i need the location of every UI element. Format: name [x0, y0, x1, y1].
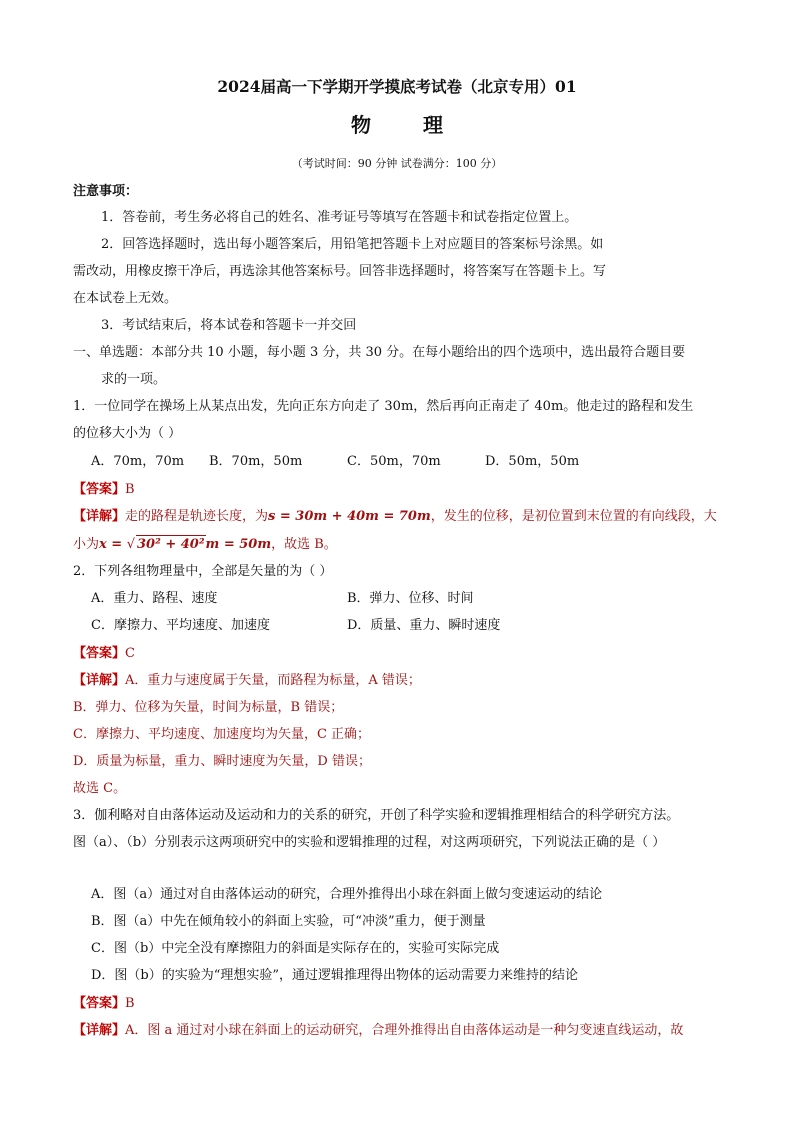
answer-tag: 【答案】: [73, 996, 126, 1011]
notice-item-2-line-2: 需改动，用橡皮擦干净后，再选涂其他答案标号。回答非选择题时，将答案写在答题卡上。写: [73, 264, 607, 279]
detail-tag: 【详解】: [73, 1023, 126, 1038]
q1-detail-formula-1: s = 30m + 40m = 70m: [268, 509, 431, 524]
q2-answer: [73, 645, 135, 663]
q2-detail-line-4: D．质量为标量，重力、瞬时速度为矢量，D 错误；: [73, 754, 371, 769]
q1-detail-formula-x: x =: [99, 537, 127, 552]
q2-option-b: B．弹力、位移、时间: [347, 591, 474, 606]
notice-item-1: 1．答卷前，考生务必将自己的姓名、准考证号等填写在答题卡和试卷指定位置上。: [101, 210, 578, 225]
section-heading-line-2: 求的一项。: [101, 372, 167, 387]
q1-answer: [73, 481, 135, 499]
q2-detail-line-1: [73, 672, 421, 690]
q1-detail-text-1a: 走的路程是轨迹长度，为: [125, 509, 269, 524]
q1-stem-line-2: 的位移大小为（ ）: [73, 426, 182, 441]
exam-info: （考试时间：90 分钟 试卷满分：100 分）: [291, 157, 503, 170]
q3-stem-line-2: 图（a）、（b）分别表示这两项研究中的实验和逻辑推理的过程，对这两项研究，下列说法正确的是（ ）: [73, 835, 666, 850]
q2-option-a: A．重力、路程、速度: [91, 591, 218, 606]
q3-option-a: A．图（a）通过对自由落体运动的研究，合理外推得出小球在斜面上做匀变速运动的结论: [91, 887, 603, 902]
q1-detail-text-2a: 小为: [73, 537, 100, 552]
sqrt-symbol: √: [126, 537, 136, 552]
q2-detail-line-5: 故选 C。: [73, 781, 127, 796]
q1-option-d: D．50m，50m: [485, 454, 580, 469]
q2-option-d: D．质量、重力、瞬时速度: [347, 618, 501, 633]
q3-option-d: D．图（b）的实验为“理想实验”，通过逻辑推理得出物体的运动需要力来维持的结论: [91, 968, 579, 983]
q1-detail-text-1b: ，发生的位移，是初位置到末位置的有向线段，大: [430, 509, 717, 524]
notice-item-3: 3．考试结束后，将本试卷和答题卡一并交回: [101, 318, 357, 333]
answer-tag: 【答案】: [73, 482, 126, 497]
q1-detail-formula-sqrt: 30² + 40²: [137, 537, 205, 552]
q3-answer: [73, 995, 135, 1013]
q1-detail-line-2: [73, 535, 337, 554]
detail-tag: 【详解】: [73, 509, 126, 524]
q2-detail-line-3: C．摩擦力、平均速度、加速度均为矢量，C 正确；: [73, 727, 371, 742]
exam-title: 2024届高一下学期开学摸底考试卷（北京专用）01: [217, 77, 577, 96]
detail-tag: 【详解】: [73, 673, 126, 688]
q3-detail-line-1: [73, 1022, 683, 1040]
subject-char-2: 理: [423, 113, 443, 137]
q3-answer-value: B: [125, 996, 135, 1011]
answer-tag: 【答案】: [73, 646, 126, 661]
q1-option-a: A．70m，70m: [91, 454, 185, 469]
q1-detail-text-2b: ，故选 B。: [271, 537, 337, 552]
q1-detail-formula-end: m = 50m: [205, 537, 272, 552]
q1-option-c: C．50m，70m: [347, 454, 441, 469]
notice-heading: 注意事项：: [73, 184, 139, 199]
q2-stem: 2．下列各组物理量中，全部是矢量的为（ ）: [73, 564, 333, 579]
q2-option-c: C．摩擦力、平均速度、加速度: [91, 618, 270, 633]
q2-detail-line-2: B．弹力、位移为矢量，时间为标量，B 错误；: [73, 700, 344, 715]
q2-answer-value: C: [125, 646, 135, 661]
q1-answer-value: B: [125, 482, 135, 497]
q2-detail-text-1: A．重力与速度属于矢量，而路程为标量，A 错误；: [125, 673, 421, 688]
section-heading-line-1: 一、单选题：本部分共 10 小题，每小题 3 分，共 30 分。在每小题给出的四个选项中，选出最符合题目要: [73, 345, 686, 360]
notice-item-2-line-3: 在本试卷上无效。: [73, 291, 178, 306]
notice-item-2-line-1: 2．回答选择题时，选出每小题答案后，用铅笔把答题卡上对应题目的答案标号涂黑。如: [101, 237, 604, 252]
subject-char-1: 物: [351, 113, 371, 137]
subject-title: [0, 113, 794, 142]
q3-option-b: B．图（a）中先在倾角较小的斜面上实验，可“冲淡”重力，便于测量: [91, 914, 486, 929]
q3-option-c: C．图（b）中完全没有摩擦阻力的斜面是实际存在的，实验可实际完成: [91, 941, 500, 956]
q1-detail-line-1: [73, 508, 717, 526]
q1-option-b: B．70m，50m: [209, 454, 303, 469]
q3-detail-text-1: A．图 a 通过对小球在斜面上的运动研究，合理外推得出自由落体运动是一种匀变速直线运动，故: [125, 1023, 684, 1038]
q1-stem-line-1: 1．一位同学在操场上从某点出发，先向正东方向走了 30m，然后再向正南走了 40m。他走过的路程和发生: [73, 399, 694, 414]
q3-stem-line-1: 3．伽利略对自由落体运动及运动和力的关系的研究，开创了科学实验和逻辑推理相结合的科学研究方法。: [73, 808, 680, 823]
